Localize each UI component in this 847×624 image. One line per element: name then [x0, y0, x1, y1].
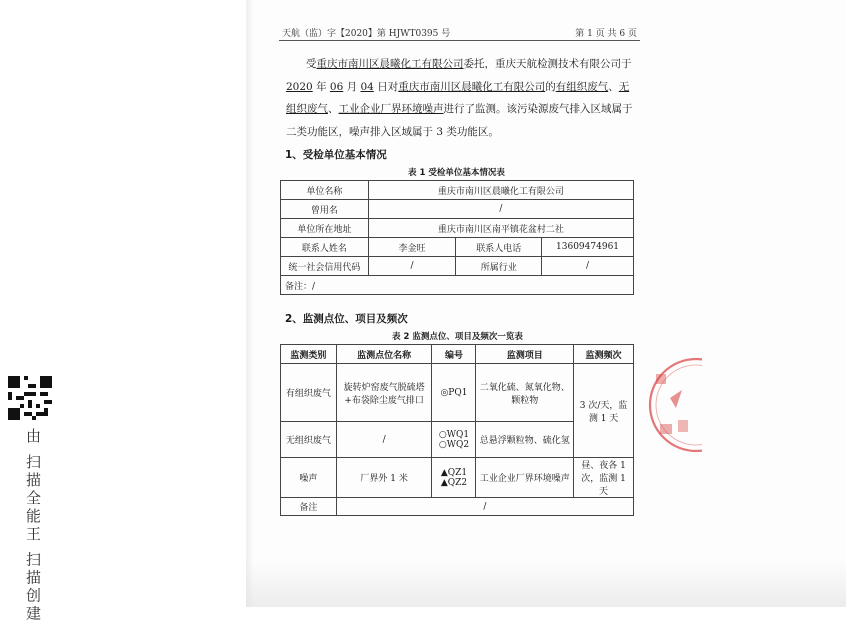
category: 无组织废气: [281, 422, 337, 458]
row-label: 单位所在地址: [281, 219, 369, 238]
table-row: [281, 200, 634, 219]
frequency: 昼、夜各 1 次，监测 1 天: [574, 458, 634, 498]
phone-value: 13609474961: [542, 238, 634, 257]
note-value: /: [336, 498, 633, 516]
client-info-table: [280, 180, 634, 295]
monitor-items: 工业企业厂界环境噪声: [476, 458, 574, 498]
table-header-row: [281, 345, 634, 364]
table-row: [281, 364, 634, 422]
col-header: 监测频次: [574, 345, 634, 364]
section-2-heading: 2、监测点位、项目及频次: [285, 313, 408, 325]
point-name: 旋转炉窑废气脱硫塔+布袋除尘废气排口: [336, 364, 432, 422]
row-value: 重庆市南川区晨曦化工有限公司: [368, 181, 633, 200]
point-name: /: [336, 422, 432, 458]
table-row: [281, 276, 634, 295]
point-code: ◎PQ1: [432, 364, 476, 422]
table-row: [281, 219, 634, 238]
frequency: 3 次/天，监测 1 天: [574, 364, 634, 458]
contact-label: 联系人姓名: [281, 238, 369, 257]
point-code: ○WQ1 ○WQ2: [432, 422, 476, 458]
point-code: ▲QZ1 ▲QZ2: [432, 458, 476, 498]
table-row: [281, 498, 634, 516]
col-header: 监测类别: [281, 345, 337, 364]
scanner-watermark-text: 由 扫描全能王 扫描创建: [24, 428, 42, 624]
monitoring-plan-table: [280, 344, 634, 516]
industry-label: 所属行业: [456, 257, 542, 276]
monitor-items: 总悬浮颗粒物、硫化氢: [476, 422, 574, 458]
category: 噪声: [281, 458, 337, 498]
credit-code-label: 统一社会信用代码: [281, 257, 369, 276]
category: 有组织废气: [281, 364, 337, 422]
phone-label: 联系人电话: [456, 238, 542, 257]
table-row: [281, 458, 634, 498]
table-row: [281, 238, 634, 257]
col-header: 监测项目: [476, 345, 574, 364]
contact-value: 李金旺: [368, 238, 456, 257]
table-row: [281, 181, 634, 200]
col-header: 编号: [432, 345, 476, 364]
table-1-caption: 表 1 受检单位基本情况表: [408, 168, 505, 178]
page-number: 第 1 页 共 6 页: [575, 29, 637, 39]
qr-code-icon: [8, 376, 52, 420]
row-label: 单位名称: [281, 181, 369, 200]
credit-code-value: /: [368, 257, 456, 276]
official-seal-stamp: [642, 350, 702, 460]
report-number: 天航（监）字【2020】第 HJWT0395 号: [282, 29, 451, 39]
point-name: 厂界外 1 米: [336, 458, 432, 498]
industry-value: /: [542, 257, 634, 276]
col-header: 监测点位名称: [336, 345, 432, 364]
row-value: /: [368, 200, 633, 219]
header-rule: [279, 40, 640, 41]
table-row: [281, 257, 634, 276]
table-2-caption: 表 2 监测点位、项目及频次一览表: [392, 332, 523, 342]
note-label: 备注: [281, 498, 337, 516]
monitor-items: 二氧化硫、氮氧化物、颗粒物: [476, 364, 574, 422]
row-label: 曾用名: [281, 200, 369, 219]
intro-paragraph: 受重庆市南川区晨曦化工有限公司委托，重庆天航检测技术有限公司于2020 年 06 月 04 日对重庆市南川区晨曦化工有限公司的有组织废气、无组织废气、工业企业厂界环境噪声进行了监测。该污染源废气排入区域属于二类功能区，噪声排入区域属于 3 类功能区。: [286, 58, 633, 138]
table-1-note: 备注：/: [281, 276, 634, 295]
section-1-heading: 1、受检单位基本情况: [285, 149, 387, 161]
row-value: 重庆市南川区南平镇花盆村二社: [368, 219, 633, 238]
